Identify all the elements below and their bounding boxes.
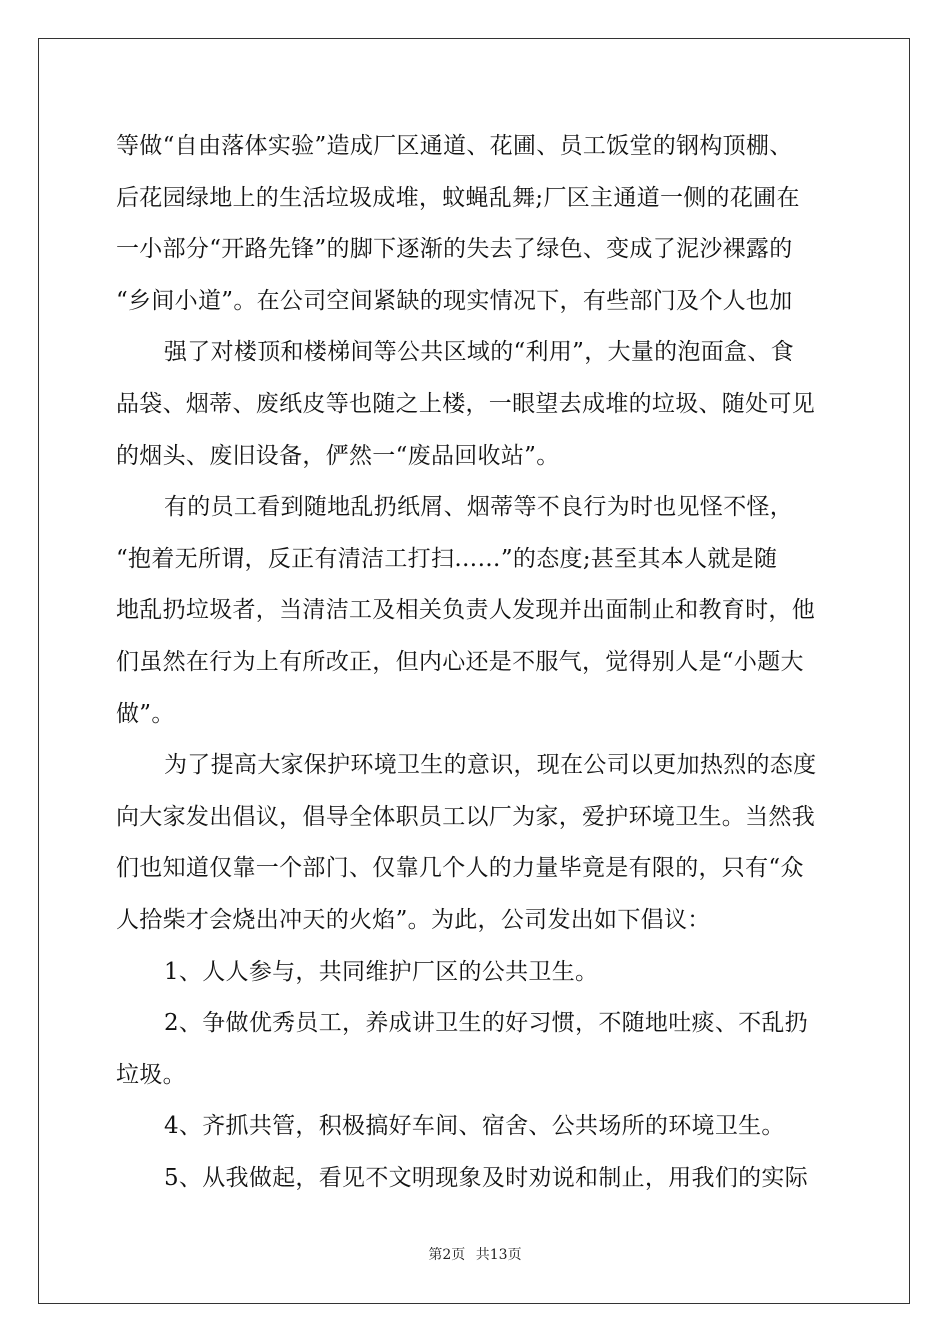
text-line-17: 1、人人参与，共同维护厂区的公共卫生。 xyxy=(164,958,599,985)
text-line-6: 品袋、烟蒂、废纸皮等也随之上楼，一眼望去成堆的垃圾、随处可见 xyxy=(116,390,815,417)
page-footer xyxy=(0,1244,950,1264)
text-line-4: “乡间小道”。在公司空间紧缺的现实情况下，有些部门及个人也加 xyxy=(116,287,793,314)
text-line-13: 为了提高大家保护环境卫生的意识，现在公司以更加热烈的态度 xyxy=(164,752,817,779)
text-line-14: 向大家发出倡议，倡导全体职员工以厂为家，爱护环境卫生。当然我 xyxy=(116,803,815,830)
text-line-1: 等做“自由落体实验”造成厂区通道、花圃、员工饭堂的钢构顶棚、 xyxy=(116,133,793,159)
text-line-9: “抱着无所谓，反正有清洁工打扫……”的态度;甚至其本人就是随 xyxy=(116,545,778,572)
text-line-2: 后花园绿地上的生活垃圾成堆，蚊蝇乱舞;厂区主通道一侧的花圃在 xyxy=(116,184,800,211)
text-line-8: 有的员工看到随地乱扔纸屑、烟蒂等不良行为时也见怪不怪， xyxy=(164,494,794,521)
text-line-12: 做”。 xyxy=(116,700,175,727)
text-line-11: 们虽然在行为上有所改正，但内心还是不服气，觉得别人是“小题大 xyxy=(116,648,804,675)
text-line-15: 们也知道仅靠一个部门、仅靠几个人的力量毕竟是有限的，只有“众 xyxy=(116,855,804,882)
page-total: 共13页 xyxy=(475,1247,522,1263)
text-line-19: 垃圾。 xyxy=(116,1061,186,1088)
text-line-21: 5、从我做起，看见不文明现象及时劝说和制止，用我们的实际 xyxy=(164,1164,809,1191)
text-line-20: 4、齐抓共管，积极搞好车间、宿舍、公共场所的环境卫生。 xyxy=(164,1113,785,1140)
text-line-10: 地乱扔垃圾者，当清洁工及相关负责人发现并出面制止和教育时，他 xyxy=(116,597,815,624)
page-number: 第2页 xyxy=(428,1247,466,1263)
text-line-5: 强了对楼顶和楼梯间等公共区域的“利用”，大量的泡面盒、食 xyxy=(164,339,794,366)
text-line-3: 一小部分“开路先锋”的脚下逐渐的失去了绿色、变成了泥沙裸露的 xyxy=(116,236,793,263)
text-line-7: 的烟头、废旧设备，俨然一“废品回收站”。 xyxy=(116,442,560,469)
text-line-18: 2、争做优秀员工，养成讲卫生的好习惯，不随地吐痰、不乱扔 xyxy=(164,1010,809,1037)
text-line-16: 人拾柴才会烧出冲天的火焰”。为此，公司发出如下倡议： xyxy=(116,906,711,933)
document-body xyxy=(116,121,834,1204)
